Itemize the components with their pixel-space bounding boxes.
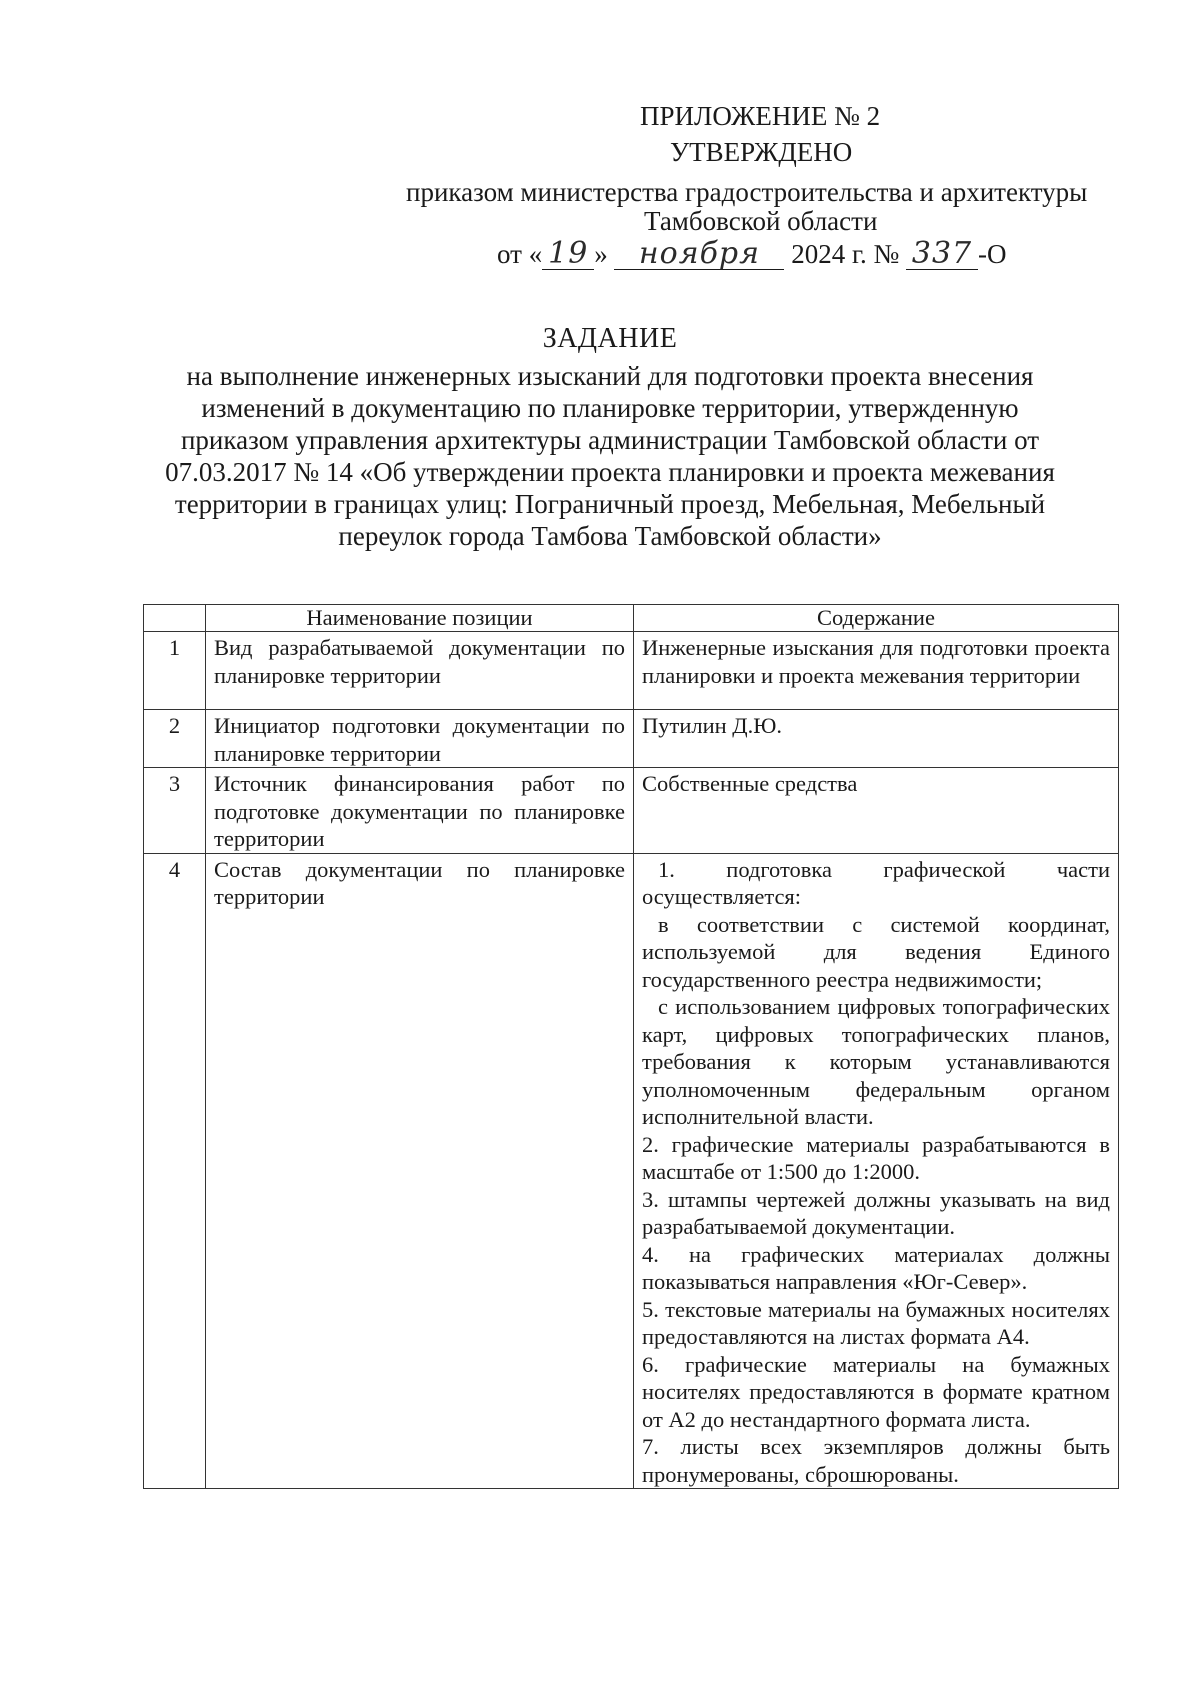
header-content: Содержание bbox=[634, 605, 1119, 632]
content-item: 5. текстовые материалы на бумажных носителях предоставляются на листах формата А4. bbox=[642, 1296, 1110, 1349]
approved-label: УТВЕРЖДЕНО bbox=[670, 137, 853, 167]
handwritten-day: 19 bbox=[542, 239, 594, 270]
content-item: 3. штампы чертежей должны указывать на вид разрабатываемой документации. bbox=[642, 1186, 1110, 1239]
content-item: 7. листы всех экземпляров должны быть пронумерованы, сброшюрованы. bbox=[642, 1434, 1110, 1487]
task-subtitle-line: территории в границах улиц: Пограничный проезд, Мебельная, Мебельный bbox=[174, 489, 1046, 519]
task-heading bbox=[150, 322, 1070, 552]
row-number: 2 bbox=[144, 710, 206, 768]
row-number: 1 bbox=[144, 632, 206, 710]
table-header-row bbox=[144, 605, 1119, 632]
handwritten-order-number: 337 bbox=[906, 239, 978, 270]
task-subtitle-line: приказом управления архитектуры администрации Тамбовской области от bbox=[180, 425, 1040, 455]
row-number: 3 bbox=[144, 768, 206, 854]
row-content: Собственные средства bbox=[634, 768, 1119, 854]
content-item: с использованием цифровых топографических карт, цифровых топографических планов, требования к которым устанавливаются уполномоченным федеральным органом исполнительной власти. bbox=[642, 994, 1110, 1129]
content-item: 2. графические материалы разрабатываются в масштабе от 1:500 до 1:2000. bbox=[642, 1131, 1110, 1184]
table-row bbox=[144, 853, 1119, 1489]
row-position-name: Инициатор подготовки документации по планировке территории bbox=[206, 710, 634, 768]
date-mid: » bbox=[594, 239, 608, 269]
task-table bbox=[143, 604, 1119, 1489]
row-content: Инженерные изыскания для подготовки проекта планировки и проекта межевания территории bbox=[634, 632, 1119, 710]
task-subtitle-line: 07.03.2017 № 14 «Об утверждении проекта планировки и проекта межевания bbox=[165, 457, 1055, 487]
task-subtitle-line: переулок города Тамбова Тамбовской области» bbox=[338, 521, 882, 551]
task-subtitle-line: на выполнение инженерных изысканий для подготовки проекта внесения bbox=[186, 361, 1034, 391]
order-suffix: -О bbox=[978, 239, 1007, 269]
region-text: Тамбовской области bbox=[644, 206, 878, 236]
table-row bbox=[144, 768, 1119, 854]
row-position-name: Вид разрабатываемой документации по планировке территории bbox=[206, 632, 634, 710]
content-item: 4. на графических материалах должны показываться направления «Юг-Север». bbox=[642, 1241, 1110, 1294]
appendix-label: ПРИЛОЖЕНИЕ № 2 bbox=[640, 101, 881, 131]
order-text: приказом министерства градостроительства и архитектуры bbox=[406, 177, 1088, 207]
row-content: Путилин Д.Ю. bbox=[634, 710, 1119, 768]
task-subtitle-line: изменений в документацию по планировке территории, утвержденную bbox=[201, 393, 1019, 423]
row-position-name: Состав документации по планировке территории bbox=[206, 853, 634, 1489]
table-row bbox=[144, 632, 1119, 710]
row-number: 4 bbox=[144, 853, 206, 1489]
content-item: 6. графические материалы на бумажных носителях предоставляются в формате кратном от А2 до нестандартного формата листа. bbox=[642, 1351, 1110, 1432]
order-date-line bbox=[497, 238, 1007, 270]
header-name: Наименование позиции bbox=[206, 605, 634, 632]
content-item: 1. подготовка графической части осуществляется: bbox=[642, 856, 1110, 909]
date-prefix: от « bbox=[497, 239, 543, 269]
header-num bbox=[144, 605, 206, 632]
content-item: в соответствии с системой координат, используемой для ведения Единого государственного реестра недвижимости; bbox=[642, 911, 1110, 992]
handwritten-month: ноября bbox=[614, 239, 784, 270]
task-title: ЗАДАНИЕ bbox=[542, 323, 678, 354]
year-text: 2024 г. № bbox=[791, 239, 900, 269]
row-content-list bbox=[634, 853, 1119, 1489]
table-row bbox=[144, 710, 1119, 768]
row-position-name: Источник финансирования работ по подготовке документации по планировке территории bbox=[206, 768, 634, 854]
